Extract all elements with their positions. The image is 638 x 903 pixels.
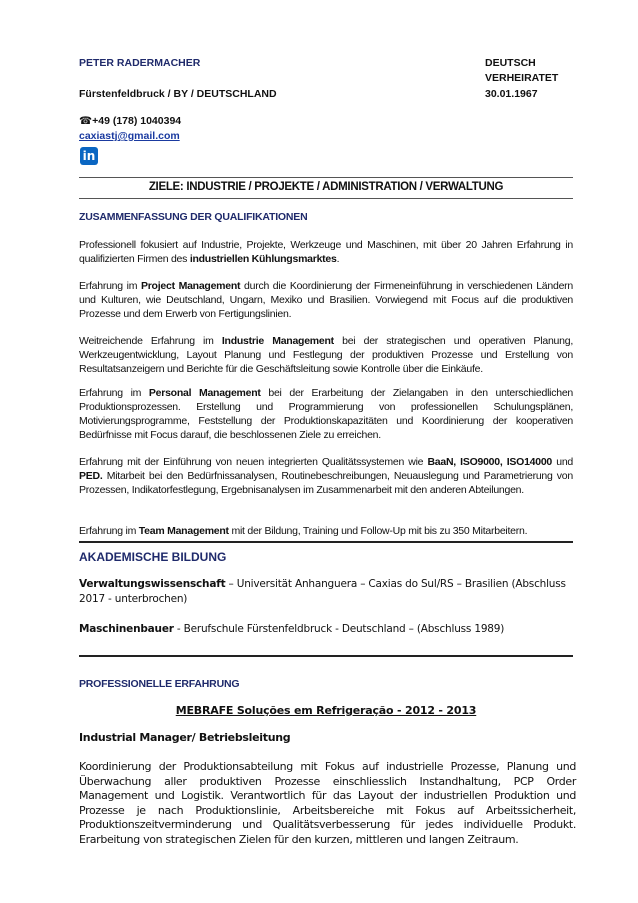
summary-highlight: Personal Management xyxy=(148,387,261,399)
divider xyxy=(79,198,573,199)
birthdate: 30.01.1967 xyxy=(485,88,538,100)
linkedin-icon[interactable]: in xyxy=(80,147,98,165)
email-link[interactable]: caxiastj@gmail.com xyxy=(79,130,180,142)
goal-heading: ZIELE: INDUSTRIE / PROJEKTE / ADMINISTRATION / VERWALTUNG xyxy=(148,181,504,193)
education-degree: Verwaltungswissenschaft xyxy=(79,578,226,590)
divider xyxy=(79,177,573,178)
divider xyxy=(79,541,573,543)
location: Fürstenfeldbruck / BY / DEUTSCHLAND xyxy=(79,88,277,100)
divider xyxy=(79,655,573,657)
education-entry-1 xyxy=(79,577,573,607)
summary-text: durch die Koordinierung der Firmeneinführung in verschiedenen Ländern und Kulturen, wie Deutschland, Ungarn, Mexiko und Brasilien. Vorwiegend mit Focus auf die produktiven Prozesse und dem Erwerb von Fertigungslinien. xyxy=(79,280,573,320)
section-title-education: AKADEMISCHE BILDUNG xyxy=(79,550,227,564)
summary-paragraph-1 xyxy=(79,238,573,266)
summary-text: Erfahrung im xyxy=(79,525,139,537)
summary-text: Professionell fokusiert auf Industrie, Projekte, Werkzeuge und Maschinen, mit über 20 Jahren Erfahrung in qualifizierten Firmen des xyxy=(79,239,573,265)
summary-text: mit der Bildung, Training und Follow-Up mit bis zu 350 Mitarbeitern. xyxy=(228,525,528,537)
phone-number: +49 (178) 1040394 xyxy=(92,115,182,127)
summary-highlight: PED. xyxy=(79,470,103,482)
education-details: - Berufschule Fürstenfeldbruck - Deutschland – (Abschluss 1989) xyxy=(173,623,505,635)
job-title: Industrial Manager/ Betriebsleitung xyxy=(79,731,291,744)
summary-text: Erfahrung mit der Einführung von neuen integrierten Qualitätssystemen wie xyxy=(79,456,428,468)
education-entry-2 xyxy=(79,622,573,637)
summary-paragraph-5 xyxy=(79,455,573,497)
summary-text: Erfahrung im xyxy=(79,387,149,399)
section-title-summary: ZUSAMMENFASSUNG DER QUALIFIKATIONEN xyxy=(79,211,308,223)
summary-text: Mitarbeit bei den Bedürfnissanalysen, Routinebeschreibungen, Neuauslegung und Parametrierung von Prozessen, Indikatorfestlegung, Ergebnisanalysen im Zusammenarbeit mit den anderen Abteilungen. xyxy=(79,470,573,496)
summary-highlight: Team Management xyxy=(138,525,229,537)
summary-text: Weitreichende Erfahrung im xyxy=(79,335,222,347)
phone-icon: ☎ xyxy=(79,115,93,127)
job-description: Koordinierung der Produktionsabteilung mit Fokus auf industrielle Prozesse, Planung und Überwachung aller produktiven Prozesse einschliesslich Instandhaltung, PCP Order Management und Logistik. Verantwortlich für das Layout der industriellen Produktion und Prozesse je nach Produktionslinie, Arbeitsbereiche mit Fokus auf Arbeitssicherheit, Produktionszeitverminderung und Qualitätsverbesserung für jedes individuelle Produkt. Erarbeitung von strategischen Zielen für den kurzen, mittleren und langen Zeitraum. xyxy=(79,760,576,846)
marital-status: VERHEIRATET xyxy=(485,72,559,84)
nationality: DEUTSCH xyxy=(485,57,536,69)
phone-line xyxy=(79,115,181,128)
summary-paragraph-6 xyxy=(79,524,573,538)
summary-paragraph-2 xyxy=(79,279,573,321)
summary-text: bei der Erarbeitung der Zielangaben in den unterschiedlichen Produktionsprozessen. Erstellung und Programmierung von professionellen Schulungsplänen, Motivierungsprogramme, Feststellung der Produktionskapazitäten und Koordinierung der kooperativen Bedürfnisse mit Focus darauf, die beschlossenen Ziele zu erreichen. xyxy=(79,387,574,441)
education-degree: Maschinenbauer xyxy=(79,623,174,635)
education-details: – Universität Anhanguera – Caxias do Sul/RS – Brasilien (Abschluss 2017 - unterbrochen) xyxy=(79,578,566,605)
summary-highlight: Project Management xyxy=(140,280,241,292)
summary-highlight: BaaN, ISO9000, ISO14000 xyxy=(427,456,553,468)
summary-text: bei der strategischen und operativen Planung, Werkzeugentwicklung, Layout Planung und Festlegung der produktiven Prozesse und Erstellung von Resultatsanzeigern und Berichte für die Geschäftsleitung sowie Kontrolle über die Einkäufe. xyxy=(79,335,573,375)
summary-paragraph-4 xyxy=(79,386,573,442)
summary-text: und xyxy=(552,456,574,468)
summary-paragraph-3 xyxy=(79,334,573,376)
summary-highlight: industriellen Kühlungsmarktes xyxy=(189,253,337,265)
summary-text: Erfahrung im xyxy=(79,280,141,292)
candidate-name: PETER RADERMACHER xyxy=(79,57,201,69)
summary-highlight: Industrie Management xyxy=(221,335,334,347)
section-title-experience: PROFESSIONELLE ERFAHRUNG xyxy=(79,678,240,690)
summary-text: . xyxy=(336,253,340,265)
company-heading: MEBRAFE Soluções em Refrigeração - 2012 - 2013 xyxy=(175,704,477,717)
